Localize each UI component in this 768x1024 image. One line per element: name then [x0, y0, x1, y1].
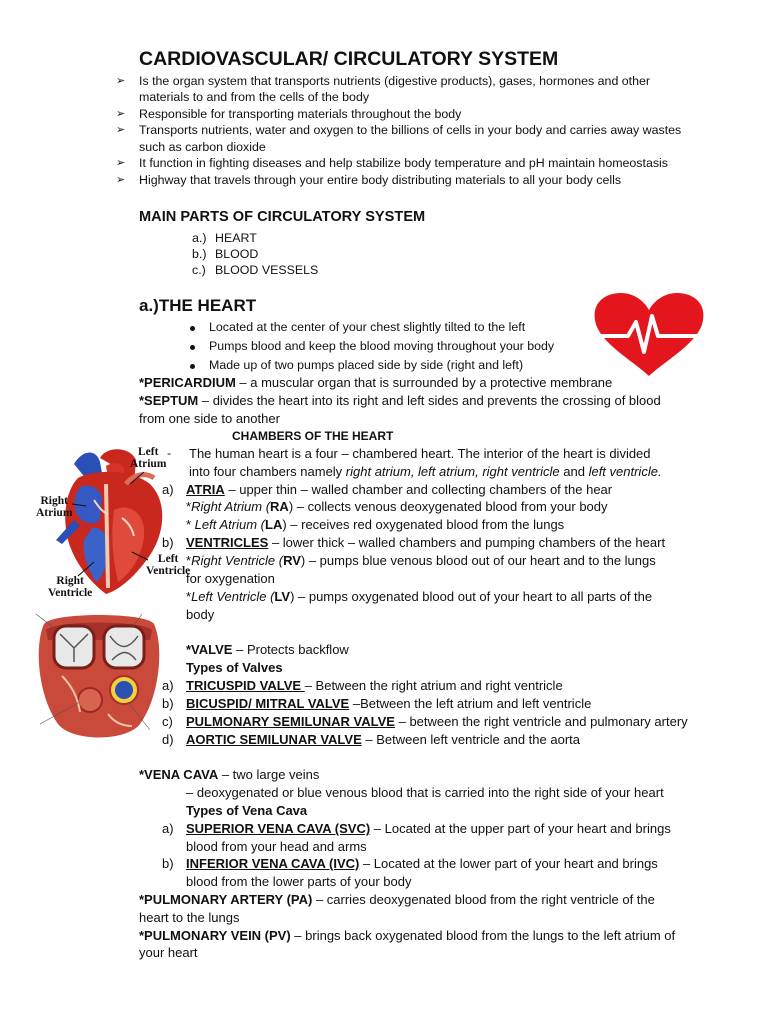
list-marker: a.) [192, 231, 207, 245]
list-marker: c) [162, 714, 173, 729]
list-item: HEART [215, 231, 257, 245]
list-marker: b.) [192, 247, 207, 261]
ivc-line-2: blood from the lower parts of your body [186, 874, 412, 889]
list-item: Pumps blood and keep the blood moving throughout your body [209, 339, 555, 353]
heart-heading: a.)THE HEART [139, 296, 257, 315]
ventricles-term: VENTRICLES [186, 535, 269, 550]
right-atrium-line: *Right Atrium (RA) – collects venous deoxygenated blood from your body [186, 499, 608, 514]
bullet-icon [190, 364, 195, 369]
pericardium-text: – a muscular organ that is surrounded by a protective membrane [235, 375, 613, 390]
svc-line-2: blood from your head and arms [186, 839, 367, 854]
chambers-intro-line-1: The human heart is a four – chambered heart. The interior of the heart is divided [189, 446, 651, 461]
list-item: such as carbon dioxide [139, 140, 266, 154]
septum-text: – divides the heart into its right and left sides and prevents the crossing of blood [198, 393, 661, 408]
left-ventricle-label: Left Ventricle [146, 553, 191, 577]
arrow-bullet-icon: ➢ [116, 124, 126, 136]
list-item: Highway that travels through your entire body distributing materials to all your body cells [139, 173, 622, 187]
atria-line: ATRIA – upper thin – walled chamber and collecting chambers of the hear [186, 482, 613, 497]
valve-item-pulmonary: PULMONARY SEMILUNAR VALVE – between the right ventricle and pulmonary artery [186, 714, 688, 729]
left-atrium-line: * Left Atrium (LA) – receives red oxygenated blood from the lungs [186, 517, 565, 532]
list-item: Located at the center of your chest slightly tilted to the left [209, 320, 526, 334]
list-item: Made up of two pumps placed side by side (right and left) [209, 358, 524, 372]
main-parts-heading: MAIN PARTS OF CIRCULATORY SYSTEM [139, 209, 426, 225]
list-marker: a) [162, 482, 174, 497]
chambers-heading: CHAMBERS OF THE HEART [232, 429, 394, 443]
page-title: CARDIOVASCULAR/ CIRCULATORY SYSTEM [139, 48, 559, 70]
list-marker: d) [162, 732, 174, 747]
list-item: Is the organ system that transports nutrients (digestive products), gases, hormones and other [139, 74, 651, 88]
pericardium-term: *PERICARDIUM [139, 375, 236, 390]
pulmonary-vein-line: *PULMONARY VEIN (PV) – brings back oxygenated blood from the lungs to the left atrium of [139, 928, 676, 943]
vena-cava-line: *VENA CAVA – two large veins [139, 767, 320, 782]
valve-item-bicuspid: BICUSPID/ MITRAL VALVE –Between the left atrium and left ventricle [186, 696, 592, 711]
arrow-bullet-icon: ➢ [116, 174, 126, 186]
list-item: BLOOD [215, 247, 259, 261]
right-atrium-label: Right Atrium [36, 495, 73, 519]
right-ventricle-line-2: for oxygenation [186, 571, 275, 586]
chambers-intro-line-2: into four chambers namely right atrium, left atrium, right ventricle and left ventricle. [189, 464, 662, 479]
valve-term: *VALVE [186, 642, 233, 657]
list-marker: a) [162, 678, 174, 693]
list-item: materials to and from the cells of the body [139, 90, 370, 104]
vena-cava-term: *VENA CAVA [139, 767, 219, 782]
ventricles-line: VENTRICLES – lower thick – walled chambers and pumping chambers of the heart [186, 535, 666, 550]
left-ventricle-line: *Left Ventricle (LV) – pumps oxygenated blood out of your heart to all parts of the [186, 589, 653, 604]
svc-line: SUPERIOR VENA CAVA (SVC) – Located at the upper part of your heart and brings [186, 821, 671, 836]
valve-item-aortic: AORTIC SEMILUNAR VALVE – Between left ventricle and the aorta [186, 732, 580, 747]
vena-cava-line-2: – deoxygenated or blue venous blood that is carried into the right side of your heart [186, 785, 664, 800]
arrow-bullet-icon: ➢ [116, 157, 126, 169]
pulmonary-artery-line: *PULMONARY ARTERY (PA) – carries deoxygenated blood from the right ventricle of the [139, 892, 655, 907]
left-atrium-label: Left Atrium [130, 446, 167, 470]
list-item: It function in fighting diseases and help stabilize body temperature and pH maintain homeostasis [139, 156, 668, 170]
septum-line [139, 393, 661, 408]
septum-term: *SEPTUM [139, 393, 199, 408]
ivc-line: INFERIOR VENA CAVA (IVC) – Located at the lower part of your heart and brings [186, 856, 658, 871]
atria-term: ATRIA [186, 482, 225, 497]
vena-cava-types-heading: Types of Vena Cava [186, 803, 308, 818]
pulmonary-vein-line-2: your heart [139, 945, 198, 960]
right-ventricle-label: Right Ventricle [48, 575, 93, 599]
pericardium-line [139, 375, 612, 390]
right-ventricle-line: *Right Ventricle (RV) – pumps blue venous blood out of our heart and to the lungs [186, 553, 656, 568]
chambers-dash: - [167, 446, 172, 460]
heart-chambers-diagram [34, 444, 191, 600]
valve-types-heading: Types of Valves [186, 660, 283, 675]
list-item: BLOOD VESSELS [215, 263, 319, 277]
arrow-bullet-icon: ➢ [116, 75, 126, 87]
valve-line: *VALVE – Protects backflow [186, 642, 349, 657]
septum-line-2: from one side to another [139, 411, 280, 426]
list-marker: b) [162, 696, 174, 711]
list-marker: c.) [192, 263, 206, 277]
bullet-icon [190, 326, 195, 331]
arrow-bullet-icon: ➢ [116, 108, 126, 120]
heart-valves-illustration [32, 606, 166, 748]
list-marker: b) [162, 856, 174, 871]
heart-icon [592, 292, 706, 378]
label-pointer-lines [34, 444, 184, 600]
valve-item-tricuspid: TRICUSPID VALVE – Between the right atrium and right ventricle [186, 678, 563, 693]
list-item: Transports nutrients, water and oxygen to the billions of cells in your body and carries away wastes [139, 123, 682, 137]
list-item: Responsible for transporting materials throughout the body [139, 107, 462, 121]
left-ventricle-line-2: body [186, 607, 215, 622]
list-marker: a) [162, 821, 174, 836]
bullet-icon [190, 345, 195, 350]
pulmonary-artery-line-2: heart to the lungs [139, 910, 240, 925]
list-marker: b) [162, 535, 174, 550]
